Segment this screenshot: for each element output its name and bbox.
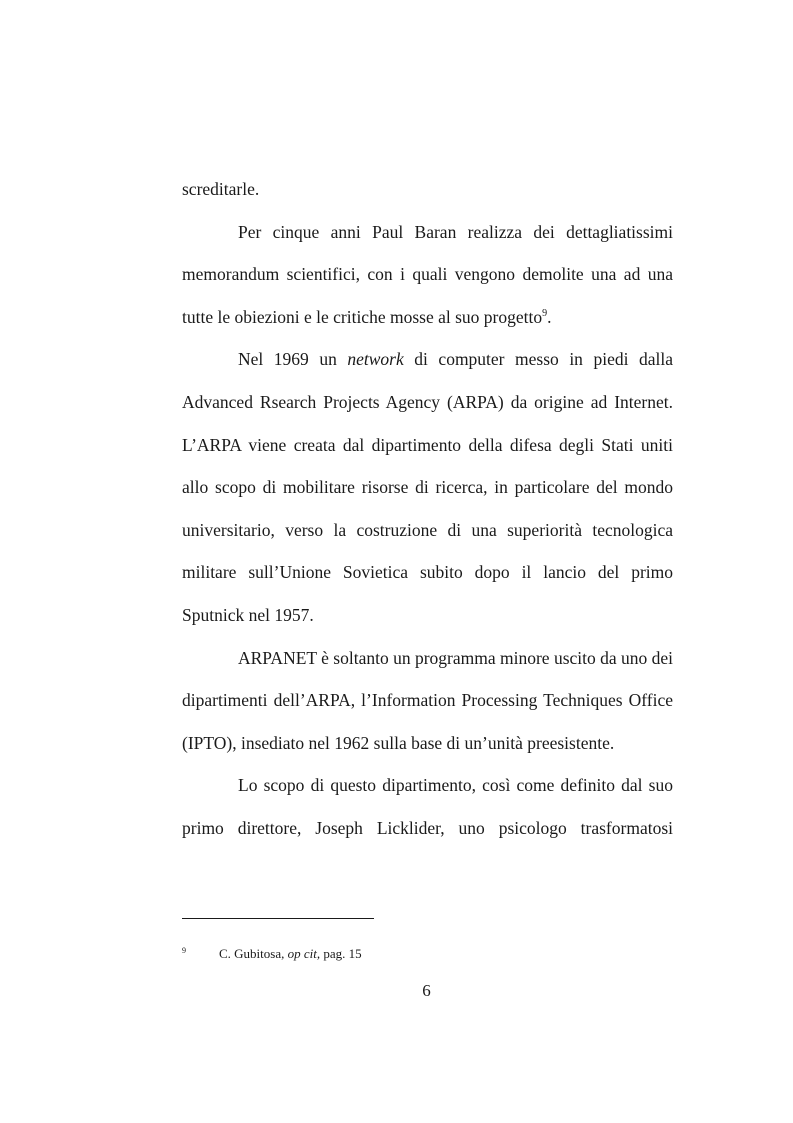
paragraph-continuation bbox=[182, 168, 673, 211]
paragraph-baran bbox=[182, 211, 673, 339]
paragraph-arpanet bbox=[182, 637, 673, 765]
paragraph-licklider bbox=[182, 764, 673, 849]
footnote-reference[interactable]: 9 bbox=[542, 307, 548, 319]
page-number: 6 bbox=[422, 981, 431, 1000]
footnote-rest: pag. 15 bbox=[320, 946, 362, 961]
paragraph-text-end: . bbox=[547, 306, 552, 327]
footnote-italic: op cit, bbox=[287, 946, 321, 961]
paragraph-text: ARPANET è soltanto un programma minore uscito da uno dei dipartimenti dell’ARPA, l’Information Processing Techniques Office (IPTO), insediato nel 1962 sulla base di un’unità preesistente. bbox=[182, 647, 674, 753]
footnote-number: 9 bbox=[182, 946, 186, 955]
paragraph-text: Lo scopo di questo dipartimento, così come definito dal suo primo direttore, Joseph Licklider, uno psicologo trasformatosi bbox=[182, 775, 673, 838]
paragraph-text: Per cinque anni Paul Baran realizza dei dettagliatissimi memorandum scientifici, con i quali vengono demolite una ad una tutte le obiezioni e le critiche mosse al suo progetto bbox=[182, 221, 673, 327]
footnote-text bbox=[219, 944, 362, 964]
italic-term: network bbox=[347, 349, 404, 370]
footnote-author: C. Gubitosa, bbox=[219, 946, 288, 961]
footnote-divider bbox=[182, 918, 374, 919]
paragraph-text-end: di computer messo in piedi dalla Advanced Rsearch Projects Agency (ARPA) da origine ad Internet. L’ARPA viene creata dal dipartimento della difesa degli Stati uniti allo scopo di mobilitare risorse di ricerca, in particolare del mondo universitario, verso la costruzione di una superiorità tecnologica militare sull’Unione Sovietica subito dopo il lancio del primo Sputnick nel 1957. bbox=[182, 349, 673, 625]
body-text bbox=[182, 168, 673, 850]
paragraph-arpa bbox=[182, 338, 673, 636]
paragraph-text: screditarle. bbox=[182, 179, 260, 199]
paragraph-text: Nel 1969 un bbox=[238, 349, 348, 370]
